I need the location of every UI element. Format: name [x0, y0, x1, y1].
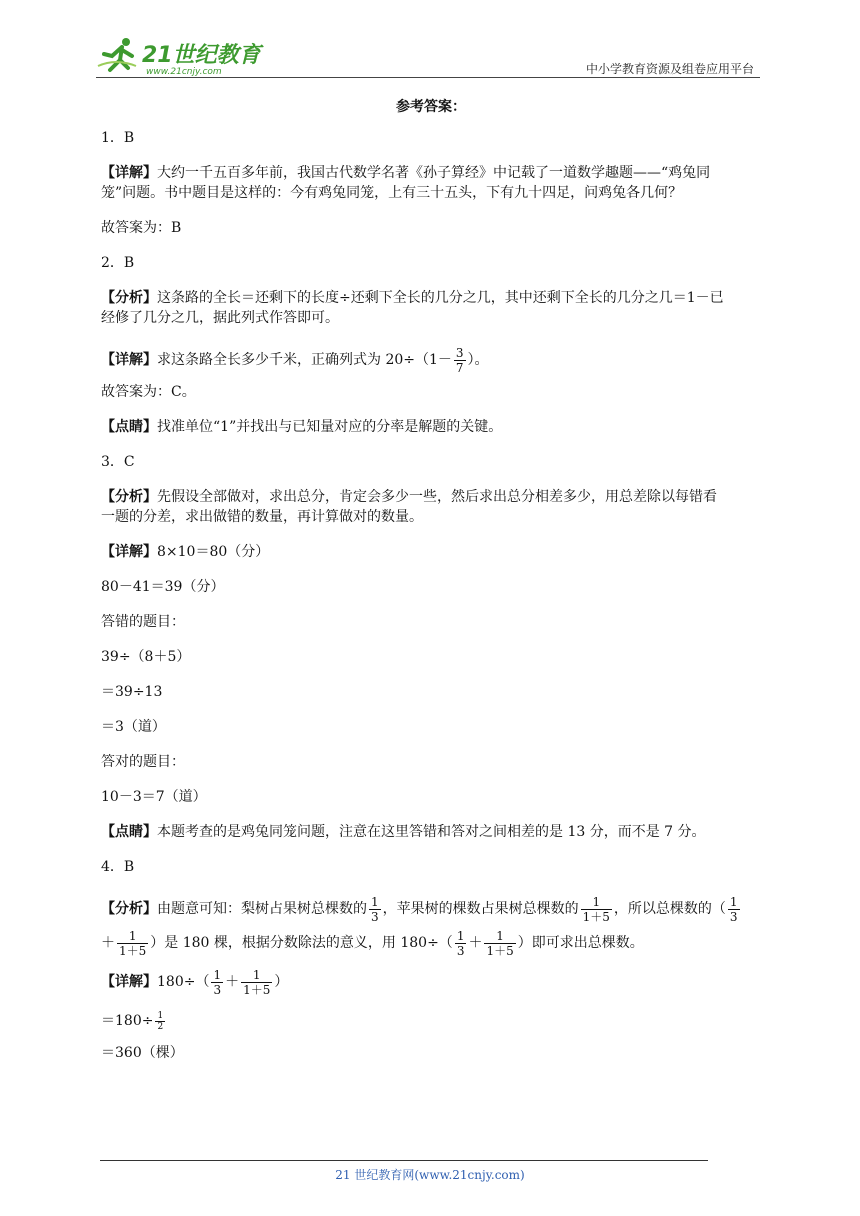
- calc-line: ＝39÷13: [101, 684, 163, 700]
- q3-note: [101, 822, 761, 842]
- page-header: [96, 30, 760, 80]
- calc-line: 答错的题目：: [101, 614, 185, 630]
- q3-answer: 3．C: [101, 454, 135, 470]
- q2-analysis-line1: 这条路的全长＝还剩下的长度÷还剩下全长的几分之几，其中还剩下全长的几分之几＝1－已: [157, 290, 724, 306]
- calc-line: 80－41＝39（分）: [101, 579, 225, 595]
- calc-line: 答对的题目：: [101, 754, 185, 770]
- analysis-tag: 【分析】: [101, 901, 157, 917]
- q2-detail: 【详解】求这条路全长多少千米，正确列式为 20÷（1－ $\frac{3}{7}$ ）。: [101, 345, 489, 375]
- calc-line: 39÷（8＋5）: [101, 649, 191, 665]
- page-title: 参考答案：: [396, 99, 466, 115]
- calc-line: ＝360（棵）: [101, 1045, 184, 1061]
- runner-icon: [98, 38, 136, 70]
- analysis-tag: 【分析】: [101, 489, 157, 505]
- fraction: $\frac{1}{1+5}$: [486, 928, 514, 958]
- calc-line: ＝3（道）: [101, 719, 166, 735]
- q2-analysis: [101, 288, 761, 328]
- q2-answer: 2．B: [101, 255, 135, 271]
- footer-divider: [100, 1160, 708, 1161]
- q2-analysis-line2: 经修了几分之几，据此列式作答即可。: [101, 310, 339, 326]
- q2-detail-text: 求这条路全长多少千米，正确列式为 20÷（1－: [157, 352, 452, 368]
- logo-url: www.21cnjy.com: [146, 67, 222, 76]
- calc-line: 10－3＝7（道）: [101, 789, 207, 805]
- logo-text: 21世纪教育: [142, 43, 261, 68]
- fraction: $\frac{1}{3}$: [213, 967, 222, 997]
- q1-conclusion: 故答案为：B: [101, 220, 182, 236]
- fraction: $\frac{1}{1+5}$: [582, 894, 610, 924]
- q1-detail-line2: 笼”问题。书中题目是这样的：今有鸡兔同笼，上有三十五头，下有九十四足，问鸡兔各几何？: [101, 185, 683, 201]
- q4-answer: 4．B: [101, 859, 135, 875]
- q3-analysis-line1: 先假设全部做对，求出总分，肯定会多少一些，然后求出总分相差多少，用总差除以每错看: [157, 489, 717, 505]
- calc-line: ＝180÷ $\frac{1}{2}$: [101, 1010, 164, 1032]
- q1-detail-line1: 大约一千五百多年前，我国古代数学名著《孙子算经》中记载了一道数学趣题——“鸡兔同: [157, 165, 711, 181]
- fraction: $\frac{1}{2}$: [157, 1010, 164, 1032]
- footer-link[interactable]: 21 世纪教育网(www.21cnjy.com): [335, 1168, 525, 1182]
- fraction: $\frac{1}{3}$: [729, 894, 738, 924]
- q2-conclusion: 故答案为：C。: [101, 384, 196, 400]
- detail-tag: 【详解】: [101, 165, 157, 181]
- detail-tag: 【详解】: [101, 974, 157, 990]
- q1-detail: [101, 163, 761, 203]
- platform-name: 中小学教育资源及组卷应用平台: [585, 62, 754, 76]
- q2-note-text: 找准单位“1”并找出与已知量对应的分率是解题的关键。: [157, 419, 503, 435]
- q1-answer: 1．B: [101, 130, 135, 146]
- note-tag: 【点睛】: [101, 824, 157, 840]
- detail-tag: 【详解】: [101, 544, 157, 560]
- fraction: $\frac{1}{3}$: [456, 928, 465, 958]
- logo: [96, 36, 266, 76]
- analysis-tag: 【分析】: [101, 290, 157, 306]
- q3-note-text: 本题考查的是鸡兔同笼问题，注意在这里答错和答对之间相差的是 13 分，而不是 7 分。: [157, 824, 706, 840]
- q3-detail: [101, 542, 761, 562]
- detail-tag: 【详解】: [101, 352, 157, 368]
- fraction: $\frac{3}{7}$: [455, 345, 464, 375]
- fraction: $\frac{1}{1+5}$: [119, 928, 147, 958]
- q3-analysis: [101, 487, 761, 527]
- calc-line: 8×10＝80（分）: [157, 544, 270, 560]
- q3-analysis-line2: 一题的分差，求出做错的数量，再计算做对的数量。: [101, 509, 423, 525]
- q4-analysis: 【分析】由题意可知：梨树占果树总棵数的 $\frac{1}{3}$ ，苹果树的棵数占果树总棵数的 $\frac{1}{1+5}$ ，所以总棵数的（ $\frac{1}{3}$ ＋ $\frac{1}{1+5}$ ）是 180 棵，根据分数除法的意义，用 180÷（ $\frac{1}{3}$ ＋ $\frac{1}{1+5}$ ）即可求出总棵数。: [101, 894, 738, 958]
- fraction: $\frac{1}{3}$: [371, 894, 379, 924]
- fraction: $\frac{1}{1+5}$: [243, 967, 271, 997]
- q4-detail: 【详解】180÷（ $\frac{1}{3}$ ＋ $\frac{1}{1+5}$ ）: [101, 967, 289, 997]
- header-divider: [96, 77, 760, 78]
- q2-note: [101, 417, 761, 437]
- answer-content: [101, 96, 761, 1078]
- note-tag: 【点睛】: [101, 419, 157, 435]
